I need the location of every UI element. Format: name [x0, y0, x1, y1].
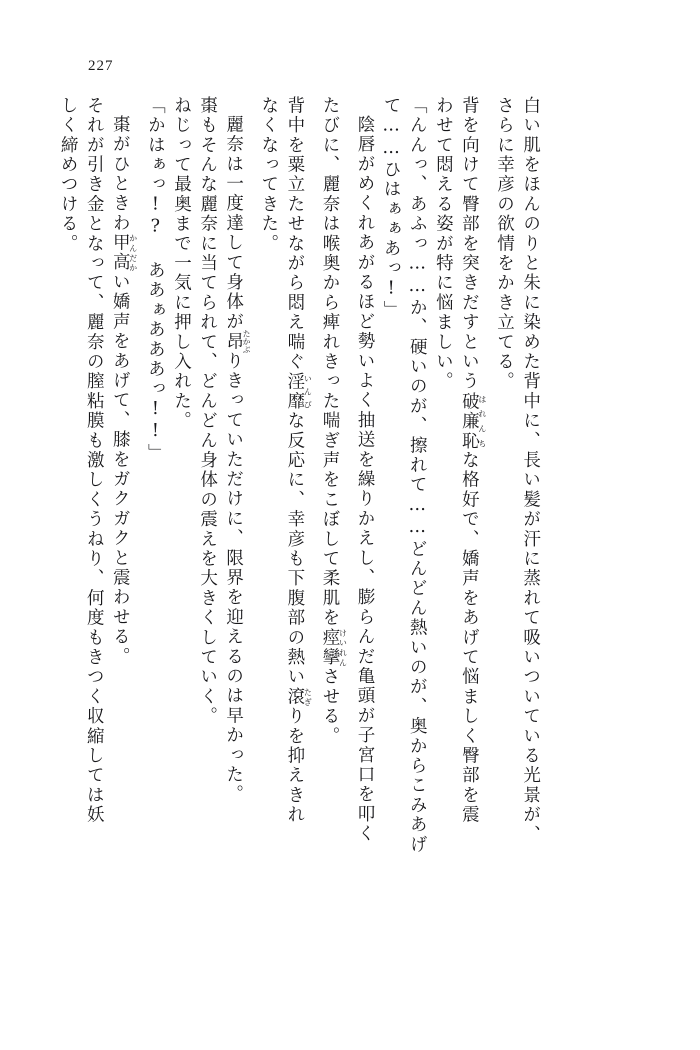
text-column: 棗もそんな麗奈に当てられて、どんどん身体の震えを大きくしていく。: [197, 96, 218, 727]
text-column: て……ひはぁぁあっ!」: [381, 96, 402, 321]
page-number: 227: [88, 58, 114, 74]
text-column: わせて悶える姿が特に悩ましい。: [433, 96, 454, 392]
text-column: さらに幸彦の欲情をかき立てる。: [494, 96, 515, 392]
text-column: 「んんっ、あふっ……か、硬いのが、擦れて……どんどん熱いのが、奥からこみあげ: [407, 96, 428, 855]
text-column: 背中を粟立たせながら悶え喘ぐ淫靡いんびな反応に、幸彦も下腹部の熱い滾たぎりを抑えきれ: [284, 96, 313, 825]
text-column: ねじって最奥まで一気に押し入れた。: [171, 96, 192, 431]
text-column: なくなってきた。: [258, 96, 279, 254]
text-column: 「かはぁっ!? ああぁあああっ!!」: [145, 96, 166, 464]
text-column: 棗がひときわ甲高かんだかい嬌声をあげて、膝をガクガクと震わせる。: [110, 115, 138, 667]
text-column: 麗奈は一度達して身体が昂たかぶりきっていただけに、限界を迎えるのは早かった。: [223, 115, 252, 805]
text-column: 陰唇がめくれあがるほど勢いよく抽送を繰りかえし、膨らんだ亀頭が子宮口を叩く: [355, 115, 376, 844]
text-column: たびに、麗奈は喉奥から痺れきった喘ぎ声をこぼして柔肌を痙攣けいれんさせる。: [319, 96, 348, 747]
text-column: しく締めつける。: [58, 96, 79, 254]
text-column: 白い肌をほんのりと朱に染めた背中に、長い髪が汗に蒸れて吸いついている光景が、: [520, 96, 541, 845]
text-column: それが引き金となって、麗奈の膣粘膜も激しくうねり、何度もきつく収縮しては妖: [84, 96, 105, 825]
vertical-text-body: [50, 96, 640, 996]
text-column: 背を向けて臀部を突きだすという破廉恥はれんちな格好で、嬌声をあげて悩ましく臀部を震: [459, 96, 487, 825]
